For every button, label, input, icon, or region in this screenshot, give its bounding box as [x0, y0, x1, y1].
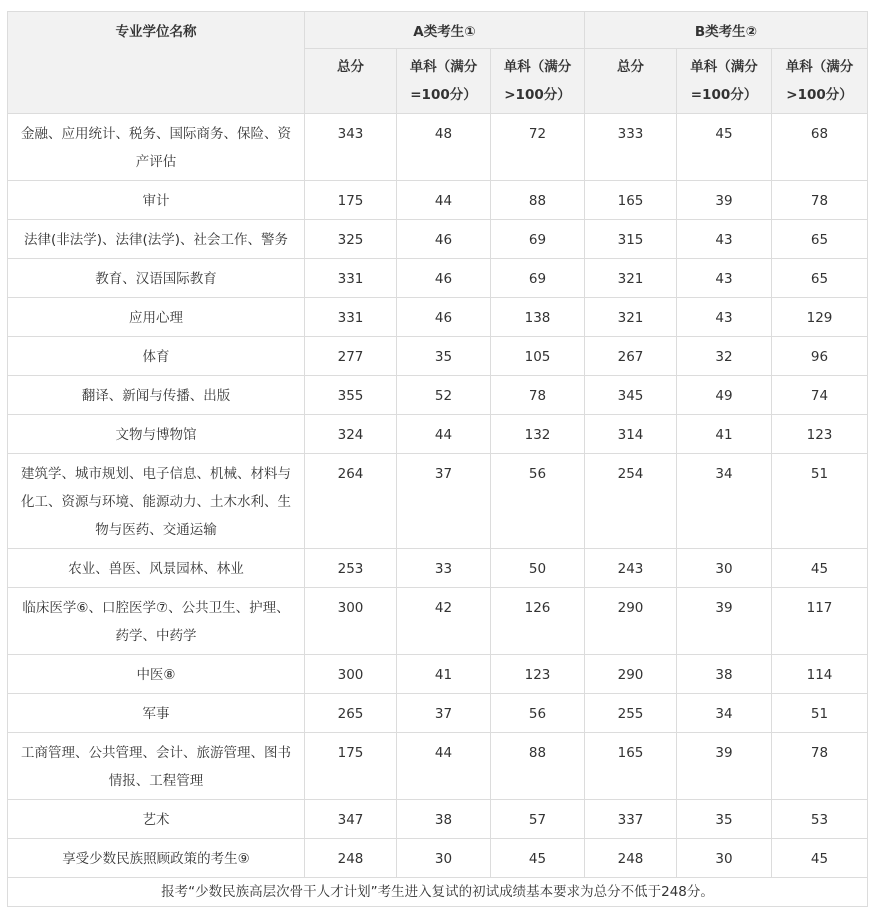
score-cell-b-single-100: 45	[677, 114, 772, 181]
table-row	[8, 588, 868, 655]
score-cell-a-single-100: 35	[397, 337, 491, 376]
score-cell-a-single-100: 33	[397, 549, 491, 588]
score-cell-b-single-over100: 123	[772, 415, 868, 454]
score-cell-b-single-100: 39	[677, 181, 772, 220]
score-cell-b-single-100: 34	[677, 454, 772, 549]
score-cell-b-single-100: 43	[677, 298, 772, 337]
score-cell-a-single-100: 52	[397, 376, 491, 415]
a-single-over100-header: 单科（满分>100分）	[491, 49, 585, 114]
score-cell-b-single-over100: 129	[772, 298, 868, 337]
score-cell-a-single-over100: 126	[491, 588, 585, 655]
score-cell-a-single-100: 44	[397, 415, 491, 454]
major-name-cell: 工商管理、公共管理、会计、旅游管理、图书情报、工程管理	[8, 733, 305, 800]
score-cell-b-single-over100: 74	[772, 376, 868, 415]
score-cell-a-single-100: 44	[397, 181, 491, 220]
score-cell-b-single-over100: 51	[772, 694, 868, 733]
score-cell-b-single-100: 43	[677, 259, 772, 298]
table-row	[8, 454, 868, 549]
score-cell-b-total: 321	[585, 298, 677, 337]
table-row	[8, 376, 868, 415]
score-cell-b-single-over100: 65	[772, 220, 868, 259]
score-cell-a-single-over100: 123	[491, 655, 585, 694]
score-cell-b-single-over100: 53	[772, 800, 868, 839]
table-row	[8, 655, 868, 694]
major-name-cell: 应用心理	[8, 298, 305, 337]
score-cell-a-single-over100: 88	[491, 733, 585, 800]
score-cell-b-single-100: 38	[677, 655, 772, 694]
score-cell-b-total: 290	[585, 588, 677, 655]
b-single-100-header: 单科（满分=100分）	[677, 49, 772, 114]
score-cell-a-total: 343	[305, 114, 397, 181]
score-cell-a-total: 324	[305, 415, 397, 454]
table-row	[8, 259, 868, 298]
score-cell-a-single-over100: 56	[491, 454, 585, 549]
score-cell-a-single-100: 48	[397, 114, 491, 181]
table-row	[8, 549, 868, 588]
score-cell-b-total: 165	[585, 733, 677, 800]
major-name-cell: 审计	[8, 181, 305, 220]
table-row	[8, 694, 868, 733]
score-cell-a-single-over100: 105	[491, 337, 585, 376]
score-cell-a-single-over100: 88	[491, 181, 585, 220]
score-cell-b-single-100: 30	[677, 549, 772, 588]
score-cell-a-single-100: 46	[397, 298, 491, 337]
a-single-100-header: 单科（满分=100分）	[397, 49, 491, 114]
score-cell-a-total: 331	[305, 298, 397, 337]
score-cell-a-total: 347	[305, 800, 397, 839]
major-name-cell: 教育、汉语国际教育	[8, 259, 305, 298]
score-cell-a-single-100: 37	[397, 694, 491, 733]
score-cell-b-single-over100: 68	[772, 114, 868, 181]
score-cell-a-single-100: 42	[397, 588, 491, 655]
score-cell-b-single-over100: 65	[772, 259, 868, 298]
major-name-cell: 临床医学⑥、口腔医学⑦、公共卫生、护理、药学、中药学	[8, 588, 305, 655]
score-cell-a-single-100: 41	[397, 655, 491, 694]
score-cell-b-total: 254	[585, 454, 677, 549]
major-name-cell: 军事	[8, 694, 305, 733]
table-row	[8, 337, 868, 376]
score-cell-b-total: 255	[585, 694, 677, 733]
score-cell-a-single-100: 30	[397, 839, 491, 878]
table-row	[8, 114, 868, 181]
score-cell-a-total: 355	[305, 376, 397, 415]
score-cell-b-single-over100: 114	[772, 655, 868, 694]
group-b-header: B类考生②	[585, 12, 868, 49]
score-cell-a-single-100: 46	[397, 220, 491, 259]
major-name-cell: 体育	[8, 337, 305, 376]
score-cell-b-single-over100: 51	[772, 454, 868, 549]
score-cell-b-single-100: 43	[677, 220, 772, 259]
score-cell-b-total: 321	[585, 259, 677, 298]
score-cell-b-total: 314	[585, 415, 677, 454]
score-cell-a-single-100: 37	[397, 454, 491, 549]
score-cell-a-total: 331	[305, 259, 397, 298]
major-name-cell: 享受少数民族照顾政策的考生⑨	[8, 839, 305, 878]
score-cell-b-total: 315	[585, 220, 677, 259]
score-cell-a-single-over100: 72	[491, 114, 585, 181]
score-cell-b-total: 165	[585, 181, 677, 220]
score-cell-a-total: 175	[305, 733, 397, 800]
score-cell-b-single-100: 49	[677, 376, 772, 415]
table-row	[8, 181, 868, 220]
score-table	[7, 11, 868, 907]
score-cell-b-single-100: 39	[677, 588, 772, 655]
score-cell-a-single-100: 44	[397, 733, 491, 800]
score-cell-b-total: 337	[585, 800, 677, 839]
score-cell-b-single-over100: 96	[772, 337, 868, 376]
score-cell-b-single-over100: 78	[772, 733, 868, 800]
table-row	[8, 220, 868, 259]
score-cell-a-total: 277	[305, 337, 397, 376]
score-cell-b-single-100: 35	[677, 800, 772, 839]
table-row	[8, 415, 868, 454]
score-cell-a-total: 248	[305, 839, 397, 878]
score-cell-a-single-100: 38	[397, 800, 491, 839]
a-total-header: 总分	[305, 49, 397, 114]
score-cell-a-total: 264	[305, 454, 397, 549]
table-row	[8, 800, 868, 839]
score-cell-b-total: 248	[585, 839, 677, 878]
score-cell-a-single-over100: 57	[491, 800, 585, 839]
major-name-cell: 金融、应用统计、税务、国际商务、保险、资产评估	[8, 114, 305, 181]
score-cell-a-total: 175	[305, 181, 397, 220]
score-cell-a-single-over100: 69	[491, 259, 585, 298]
score-cell-b-single-100: 30	[677, 839, 772, 878]
score-cell-b-single-over100: 45	[772, 549, 868, 588]
score-cell-a-single-over100: 78	[491, 376, 585, 415]
score-cell-a-total: 325	[305, 220, 397, 259]
table-row	[8, 839, 868, 878]
major-name-cell: 艺术	[8, 800, 305, 839]
score-cell-b-single-over100: 78	[772, 181, 868, 220]
score-cell-b-total: 267	[585, 337, 677, 376]
major-name-cell: 建筑学、城市规划、电子信息、机械、材料与化工、资源与环境、能源动力、土木水利、生物与医药、交通运输	[8, 454, 305, 549]
score-cell-a-total: 300	[305, 655, 397, 694]
score-cell-a-total: 300	[305, 588, 397, 655]
score-cell-b-single-100: 39	[677, 733, 772, 800]
score-cell-b-total: 243	[585, 549, 677, 588]
major-name-cell: 法律(非法学)、法律(法学)、社会工作、警务	[8, 220, 305, 259]
footnote: 报考“少数民族高层次骨干人才计划”考生进入复试的初试成绩基本要求为总分不低于248分。	[8, 878, 868, 907]
score-cell-b-total: 345	[585, 376, 677, 415]
score-cell-b-total: 333	[585, 114, 677, 181]
b-single-over100-header: 单科（满分>100分）	[772, 49, 868, 114]
b-total-header: 总分	[585, 49, 677, 114]
table-row	[8, 733, 868, 800]
major-name-cell: 中医⑧	[8, 655, 305, 694]
score-cell-b-single-100: 34	[677, 694, 772, 733]
table-row	[8, 298, 868, 337]
score-cell-b-single-over100: 117	[772, 588, 868, 655]
major-name-cell: 翻译、新闻与传播、出版	[8, 376, 305, 415]
score-cell-a-single-over100: 69	[491, 220, 585, 259]
group-a-header: A类考生①	[305, 12, 585, 49]
major-name-header: 专业学位名称	[8, 12, 305, 114]
major-name-cell: 农业、兽医、风景园林、林业	[8, 549, 305, 588]
score-cell-a-total: 253	[305, 549, 397, 588]
score-cell-a-single-100: 46	[397, 259, 491, 298]
table-body	[8, 114, 868, 878]
major-name-cell: 文物与博物馆	[8, 415, 305, 454]
score-cell-b-single-100: 32	[677, 337, 772, 376]
score-cell-a-single-over100: 132	[491, 415, 585, 454]
score-cell-a-single-over100: 50	[491, 549, 585, 588]
score-cell-b-total: 290	[585, 655, 677, 694]
score-cell-a-single-over100: 56	[491, 694, 585, 733]
score-cell-b-single-over100: 45	[772, 839, 868, 878]
score-cell-a-single-over100: 45	[491, 839, 585, 878]
score-cell-b-single-100: 41	[677, 415, 772, 454]
score-cell-a-single-over100: 138	[491, 298, 585, 337]
score-cell-a-total: 265	[305, 694, 397, 733]
